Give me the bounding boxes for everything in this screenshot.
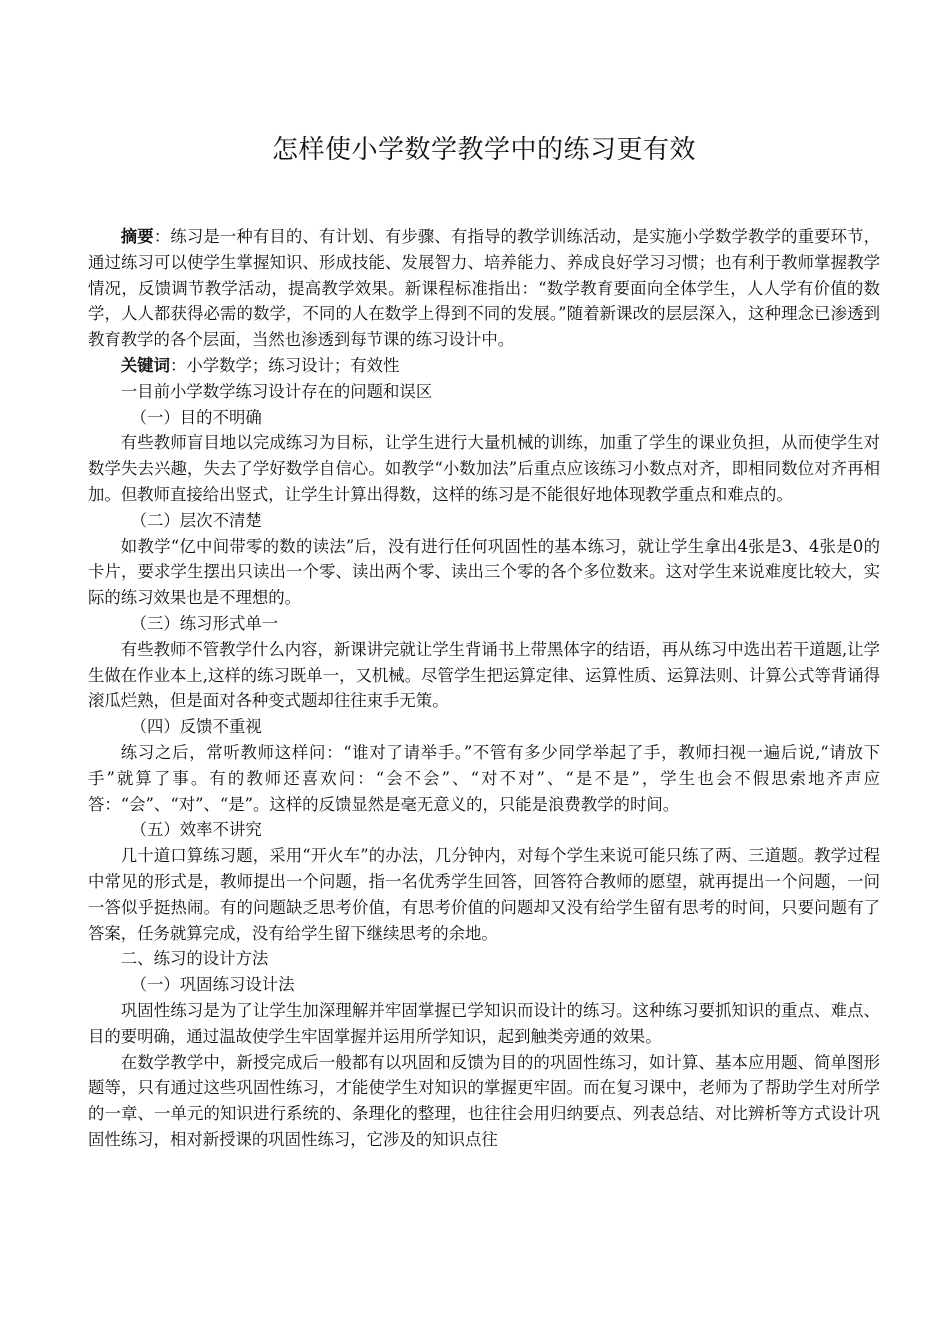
- keywords-label: 关键词: [120, 355, 170, 375]
- document-body: [88, 224, 880, 1153]
- section-2-1-heading: （一）巩固练习设计法: [130, 975, 295, 995]
- section-1-5-heading: （五）效率不讲究: [130, 820, 262, 840]
- section-1-heading: 一目前小学数学练习设计存在的问题和误区: [120, 381, 433, 401]
- section-1-4-paragraph: 练习之后，常听教师这样问：“谁对了请举手。”不管有多少同学举起了手，教师扫视一遍后说,“请放下手”就算了事。有的教师还喜欢问：“会不会”、“对不对”、“是不是”，学生也会不假思索地齐声应答：“会”、“对”、“是”。这样的反馈显然是毫无意义的，只能是浪费教学的时间。: [88, 742, 880, 814]
- section-1-2-paragraph: 如教学“亿中间带零的数的读法”后，没有进行任何巩固性的基本练习，就让学生拿出4张是3、4张是0的卡片，要求学生摆出只读出一个零、读出两个零、读出三个零的各个多位数来。这对学生来说难度比较大，实际的练习效果也是不理想的。: [88, 536, 880, 608]
- section-1-3-heading: （三）练习形式单一: [130, 613, 279, 633]
- keywords-paragraph: [88, 353, 880, 379]
- document-title: 怎样使小学数学教学中的练习更有效: [271, 135, 696, 165]
- section-1-1-paragraph: 有些教师盲目地以完成练习为目标，让学生进行大量机械的训练，加重了学生的课业负担，从而使学生对数学失去兴趣，失去了学好数学自信心。如教学“小数加法”后重点应该练习小数点对齐，即相同数位对齐再相加。但教师直接给出竖式，让学生计算出得数，这样的练习是不能很好地体现教学重点和难点的。: [88, 433, 880, 504]
- section-1-4-heading: （四）反馈不重视: [130, 717, 262, 737]
- section-2-1-paragraph-1: 巩固性练习是为了让学生加深理解并牢固掌握已学知识而设计的练习。这种练习要抓知识的重点、难点、目的要明确，通过温故使学生牢固掌握并运用所学知识，起到触类旁通的效果。: [88, 1000, 880, 1046]
- section-1-2-heading: （二）层次不清楚: [130, 510, 262, 530]
- keywords-text: ：小学数学；练习设计；有效性: [169, 355, 400, 375]
- abstract-paragraph: [88, 224, 880, 353]
- section-1-5-paragraph: 几十道口算练习题，采用“开火车”的办法，几分钟内，对每个学生来说可能只练了两、三道题。教学过程中常见的形式是，教师提出一个问题，指一名优秀学生回答，回答符合教师的愿望，就再提出一个问题，一问一答似乎挺热闹。有的问题缺乏思考价值，有思考价值的问题却又没有给学生留有思考的时间，只要问题有了答案，任务就算完成，没有给学生留下继续思考的余地。: [88, 846, 880, 943]
- section-2-1-paragraph-2: 在数学教学中，新授完成后一般都有以巩固和反馈为目的的巩固性练习，如计算、基本应用题、简单图形题等，只有通过这些巩固性练习，才能使学生对知识的掌握更牢固。而在复习课中，老师为了帮助学生对所学的一章、一单元的知识进行系统的、条理化的整理，也往往会用归纳要点、列表总结、对比辨析等方式设计巩固性练习，相对新授课的巩固性练习，它涉及的知识点往: [88, 1052, 880, 1149]
- abstract-label: 摘要: [120, 227, 154, 246]
- abstract-text: ：练习是一种有目的、有计划、有步骤、有指导的教学训练活动，是实施小学数学教学的重要环节，通过练习可以使学生掌握知识、形成技能、发展智力、培养能力、养成良好学习习惯；也有利于教师掌握教学情况，反馈调节教学活动，提高教学效果。新课程标准指出：“数学教育要面向全体学生，人人学有价值的数学，人人都获得必需的数学，不同的人在数学上得到不同的发展。”随着新课改的层层深入，这种理念已渗透到教育教学的各个层面，当然也渗透到每节课的练习设计中。: [88, 227, 880, 350]
- section-2-heading: 二、练习的设计方法: [120, 949, 269, 969]
- section-1-3-paragraph: 有些教师不管教学什么内容，新课讲完就让学生背诵书上带黑体字的结语，再从练习中选出若干道题,让学生做在作业本上,这样的练习既单一，又机械。尽管学生把运算定律、运算性质、运算法则、计算公式等背诵得滚瓜烂熟，但是面对各种变式题却往往束手无策。: [88, 639, 880, 711]
- section-1-1-heading: （一）目的不明确: [130, 407, 262, 427]
